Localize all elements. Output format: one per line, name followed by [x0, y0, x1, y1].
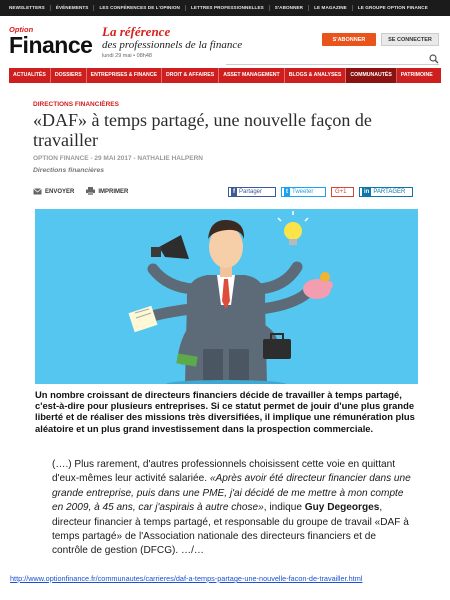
site-header — [0, 16, 450, 66]
subscribe-button[interactable]: S'ABONNER — [322, 33, 376, 46]
nav-item-droit-affaires[interactable]: DROIT & AFFAIRES — [162, 68, 219, 83]
login-button[interactable]: SE CONNECTER — [381, 33, 439, 46]
linkedin-share-label: PARTAGER — [373, 189, 406, 195]
search-icon[interactable] — [429, 51, 439, 69]
twitter-icon: t — [286, 189, 288, 195]
facebook-icon: f — [233, 189, 235, 195]
twitter-share-button[interactable] — [281, 187, 326, 197]
facebook-share-button[interactable] — [228, 187, 276, 197]
tagline-line-1: La référence — [102, 24, 171, 39]
excerpt-person-name: Guy Degeorges — [304, 502, 380, 514]
topbar-link-magazine[interactable]: LE MAGAZINE — [309, 5, 353, 11]
main-navigation — [9, 68, 441, 83]
article-title: «DAF» à temps partagé, une nouvelle façon de travailler — [33, 110, 372, 150]
article-rubric[interactable]: DIRECTIONS FINANCIÈRES — [33, 101, 119, 108]
excerpt-quote: «Après avoir été directeur financier dans une grande entreprise, puis dans une PME, j'ai décidé de me mettre à mon compte en 2009, à 45 ans, car j'aspirais à autre chose» — [52, 473, 411, 514]
topbar-link-abonner[interactable]: S'ABONNER — [270, 5, 309, 11]
twitter-share-label: Tweeter — [292, 189, 314, 195]
topbar-link-lettres[interactable]: LETTRES PROFESSIONNELLES — [186, 5, 270, 11]
header-date-time: lundi 29 mai • 08h48 — [102, 53, 152, 59]
top-utility-bar — [0, 0, 450, 16]
gplus-share-button[interactable] — [331, 187, 354, 197]
tagline-line-2: des professionnels de la finance — [102, 39, 243, 51]
nav-item-entreprises-finance[interactable]: ENTREPRISES & FINANCE — [87, 68, 162, 83]
source-url-link[interactable]: http://www.optionfinance.fr/communautes/carrieres/daf-a-temps-partage-une-nouvelle-facon-de-travailler.html — [10, 574, 363, 583]
topbar-link-groupe[interactable]: LE GROUPE OPTION FINANCE — [357, 5, 428, 10]
topbar-link-conferences[interactable]: LES CONFÉRENCES DE L'OPINION — [94, 5, 185, 11]
search-input[interactable] — [226, 54, 439, 65]
nav-item-blogs-analyses[interactable]: BLOGS & ANALYSES — [285, 68, 347, 83]
article-excerpt — [52, 458, 412, 559]
topbar-link-newsletters[interactable]: NEWSLETTERS — [4, 5, 51, 11]
nav-item-communautes[interactable]: COMMUNAUTÉS — [346, 68, 397, 83]
excerpt-attribution: , indique — [263, 502, 305, 514]
site-tagline — [102, 25, 242, 60]
print-label: IMPRIMER — [98, 189, 129, 195]
logo-main-text: Finance — [9, 32, 93, 58]
envelope-icon — [33, 188, 42, 197]
article-byline: OPTION FINANCE - 29 MAI 2017 - NATHALIE HALPERN — [33, 155, 203, 162]
article-category[interactable]: Directions financières — [33, 167, 105, 174]
facebook-share-label: Partager — [239, 189, 263, 195]
logo-top-text: Option — [9, 25, 34, 34]
nav-item-asset-management[interactable]: ASSET MANAGEMENT — [219, 68, 285, 83]
nav-item-actualites[interactable]: ACTUALITÉS — [9, 68, 51, 83]
article-actions — [33, 187, 136, 197]
excerpt-intro: (….) Plus rarement, d'autres professionnels choisissent cette voie en quittant d'eux-mêmes leur activité salariée. — [52, 459, 396, 485]
topbar-link-evenements[interactable]: ÉVÉNEMENTS — [51, 5, 95, 11]
article-illustration — [35, 209, 418, 384]
nav-item-dossiers[interactable]: DOSSIERS — [51, 68, 87, 83]
send-label: ENVOYER — [45, 189, 75, 195]
linkedin-share-button[interactable] — [359, 187, 413, 197]
linkedin-icon: in — [364, 189, 370, 195]
send-button[interactable] — [33, 188, 74, 197]
site-logo[interactable] — [9, 25, 91, 57]
excerpt-conclusion: , directeur financier à temps partagé, et responsable du groupe de travail «DAF à temps partagé» de l'Association nationale des directeurs financiers et de contrôle de gestion (DFCG). …/… — [52, 502, 409, 557]
article-lead: Un nombre croissant de directeurs financiers décide de travailler à temps partagé, c'est-à-dire pour plusieurs entreprises. Si ce statut permet de jouir d'une plus grande liberté et de réaliser des missions très diversifiées, il implique une rémunération plus aléatoire et un plus grand investissement dans la prospection commerciale. — [35, 389, 415, 434]
print-button[interactable] — [86, 187, 128, 197]
nav-item-patrimoine[interactable]: PATRIMOINE — [400, 72, 433, 78]
gplus-share-label: G+1 — [335, 189, 347, 195]
printer-icon — [86, 187, 95, 197]
